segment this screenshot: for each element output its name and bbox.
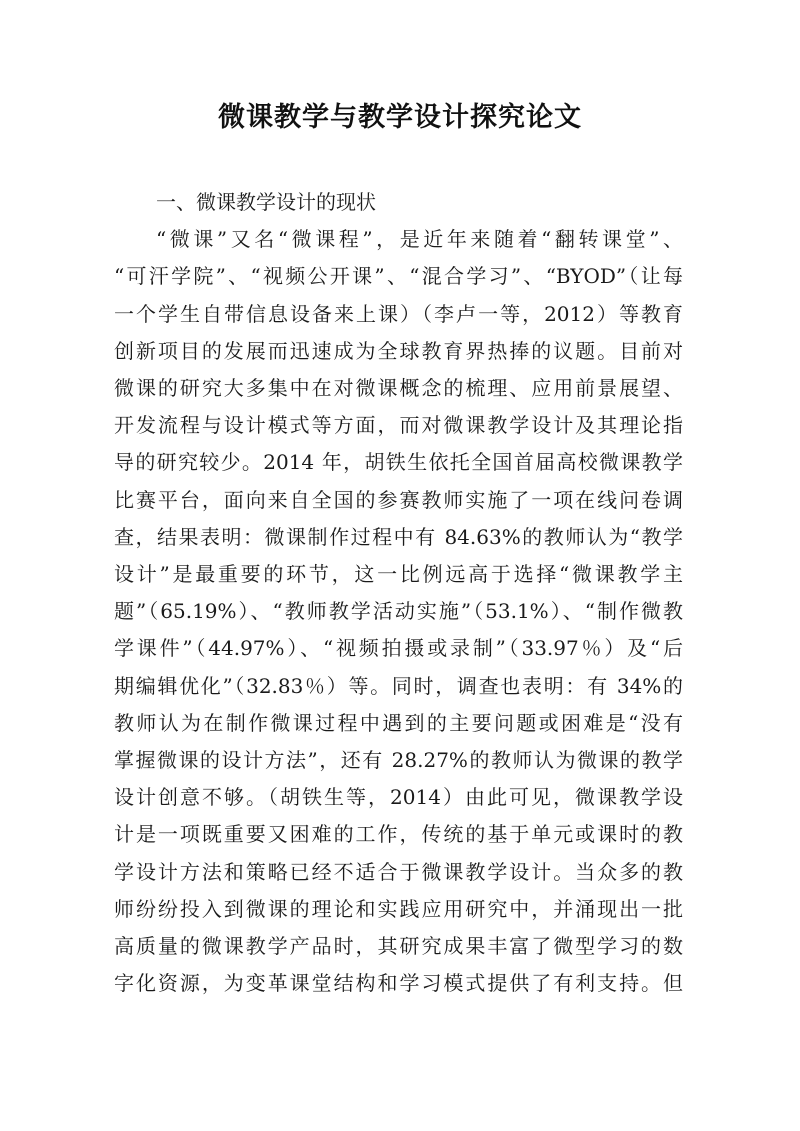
paragraph-line: “微课”又名“微课程”，是近年来随着“翻转课堂”、 [156, 227, 683, 252]
paragraph-line: 计是一项既重要又困难的工作，传统的基于单元或课时的教 [114, 822, 683, 847]
body-paragraph [114, 221, 683, 1002]
paragraph-line: 设计创意不够。（胡铁生等，2014）由此可见，微课教学设 [114, 785, 683, 810]
paragraph-line: 掌握微课的设计方法”，还有 28.27%的教师认为微课的教学 [114, 748, 683, 773]
paragraph-line: 师纷纷投入到微课的理论和实践应用研究中，并涌现出一批 [114, 896, 683, 921]
section-heading: 一、微课教学设计的现状 [156, 190, 376, 214]
paragraph-line: 微课的研究大多集中在对微课概念的梳理、应用前景展望、 [114, 376, 683, 401]
paragraph-line: 字化资源，为变革课堂结构和学习模式提供了有利支持。但 [114, 971, 683, 996]
paragraph-line: 导的研究较少。2014 年，胡铁生依托全国首届高校微课教学 [114, 450, 683, 475]
paragraph-line: 学课件”（44.97%）、“视频拍摄或录制”（33.97％）及“后 [114, 636, 683, 661]
paragraph-line: 一个学生自带信息设备来上课）（李卢一等，2012）等教育 [114, 301, 683, 326]
paragraph-line: 开发流程与设计模式等方面，而对微课教学设计及其理论指 [114, 413, 683, 438]
paragraph-line: 设计”是最重要的环节，这一比例远高于选择“微课教学主 [114, 562, 683, 587]
paragraph-line: 学设计方法和策略已经不适合于微课教学设计。当众多的教 [114, 859, 683, 884]
document-body [114, 184, 683, 1002]
paragraph-line: 比赛平台，面向来自全国的参赛教师实施了一项在线问卷调 [114, 487, 683, 512]
page-title: 微课教学与教学设计探究论文 [218, 102, 582, 133]
paragraph-line: 查，结果表明：微课制作过程中有 84.63%的教师认为“教学 [114, 524, 683, 549]
paragraph-line: “可汗学院”、“视频公开课”、“混合学习”、“BYOD”（让每 [114, 264, 683, 289]
paragraph-line: 教师认为在制作微课过程中遇到的主要问题或困难是“没有 [114, 710, 683, 735]
paragraph-line: 高质量的微课教学产品时，其研究成果丰富了微型学习的数 [114, 934, 683, 959]
paragraph-line: 题”（65.19%）、“教师教学活动实施”（53.1%）、“制作微教 [114, 599, 683, 624]
paragraph-line: 期编辑优化”（32.83％）等。同时，调查也表明：有 34%的 [114, 673, 683, 698]
paragraph-line: 创新项目的发展而迅速成为全球教育界热捧的议题。目前对 [114, 338, 683, 363]
